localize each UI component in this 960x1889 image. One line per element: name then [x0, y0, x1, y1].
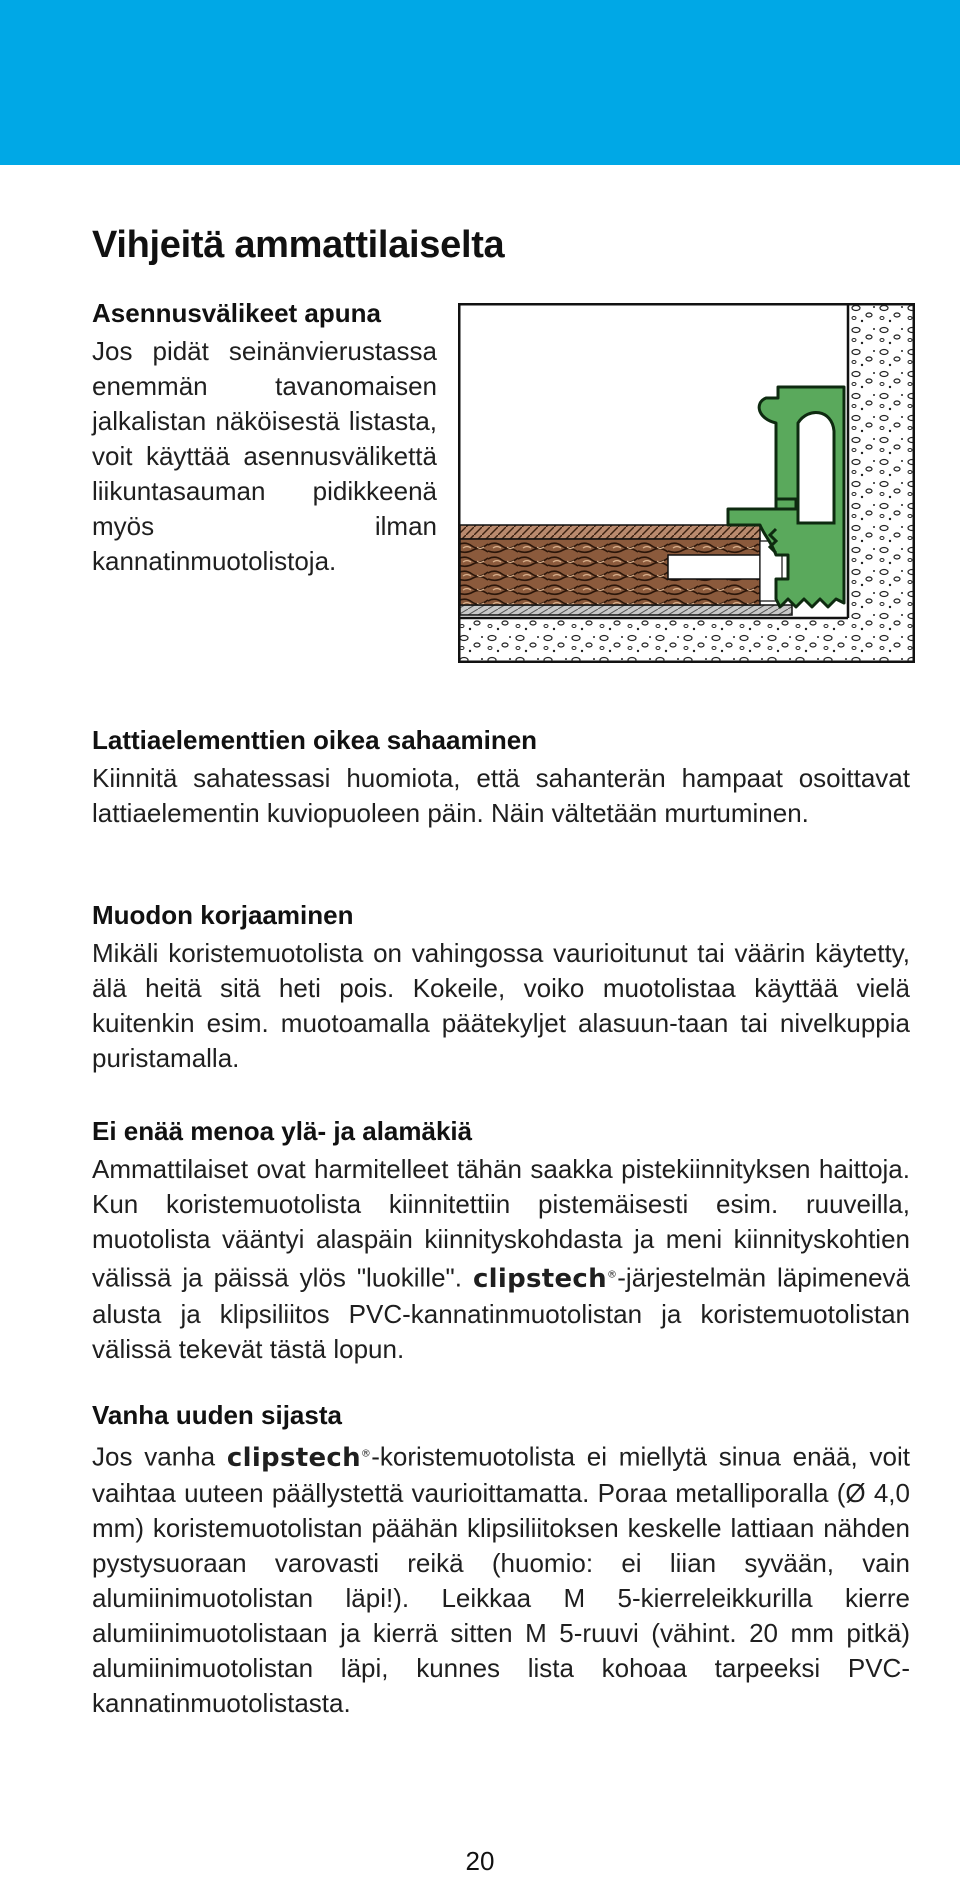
section-heading: Ei enää menoa ylä- ja alamäkiä — [92, 1116, 473, 1146]
registered-mark: ® — [606, 1269, 618, 1280]
registered-mark: ® — [360, 1448, 372, 1459]
brand-text: clipstech — [472, 1263, 607, 1294]
section-vanha-uuden-sijasta — [92, 1398, 910, 1721]
section-asennusvalikeet — [92, 296, 437, 579]
section-body: Mikäli koristemuotolista on vahingossa vaurioitunut tai väärin käytetty, älä heitä sitä heti pois. Kokeile, voiko muotolistaa käyttää vielä kuitenkin esim. muotoamalla päätekyljet alasuun-taan tai nivelkuppia puristamalla. — [92, 938, 910, 1073]
section-body: Jos pidät seinänvierustassa enemmän tavanomaisen jalkalistan näköisestä listasta, voit käyttää asennusvälikettä liikuntasauman pidikkeenä myös ilman kannatinmuotolistoja. — [92, 336, 437, 576]
section-heading: Asennusvälikeet apuna — [92, 298, 381, 328]
section-muodon-korjaaminen — [92, 898, 910, 1076]
section-heading: Muodon korjaaminen — [92, 900, 354, 930]
page-title: Vihjeitä ammattilaiselta — [92, 224, 505, 266]
brand-text: clipstech — [226, 1442, 361, 1473]
section-body-part: Jos vanha — [92, 1441, 227, 1472]
section-body-part: -koristemuotolista ei miellytä sinua enää, voit vaihtaa uuteen päällystettä vaurioittamatta. Poraa metalliporalla (Ø 4,0 mm) koristemuotolistan päähän klipsiliitoksen keskelle lattiaan nähden pystysuoraan varovasti reikä (huomio: ei liian syvään, vain alumiinimuotolistan läpi!). Leikkaa M 5-kierreleikkurilla kierre alumiinimuotolistaan ja kierrä sitten M 5-ruuvi (vähint. 20 mm pitkä) alumiinimuotolistan läpi, kunnes lista kohoaa tarpeeksi PVC-kannatinmuotolistasta. — [92, 1441, 911, 1718]
section-heading: Lattiaelementtien oikea sahaaminen — [92, 725, 538, 755]
section-body — [92, 1152, 910, 1367]
section-lattiaelementtien-sahaaminen — [92, 723, 910, 831]
skirting-profile-cross-section-illustration — [458, 303, 915, 663]
section-body: Kiinnitä sahatessasi huomiota, että sahanterän hampaat osoittavat lattiaelementin kuviopuoleen päin. Näin vältetään murtuminen. — [92, 763, 910, 828]
page-number: 20 — [465, 1846, 495, 1876]
section-body-part: -järjestelmän läpimenevä alusta ja klipsiliitos PVC-kannatinmuotolistan ja koristemuotolistan välissä tekevät tästä lopun. — [92, 1262, 910, 1364]
brand-name — [473, 1264, 617, 1294]
section-heading: Vanha uuden sijasta — [92, 1400, 342, 1430]
section-ei-enaa-menoa — [92, 1114, 910, 1367]
section-body-part: Ammattilaiset ovat harmitelleet tähän saakka pistekiinnityksen haittoja. Kun koristemuotolista kiinnitettiin pistemäisesti esim. ruuveilla, muotolista vääntyi alaspäin kiinnityskohdasta ja meni kiinnityskohtien välissä ja päissä ylös "luokille". — [92, 1154, 910, 1293]
header-band — [0, 0, 960, 165]
brand-name — [227, 1443, 371, 1473]
section-body — [92, 1436, 910, 1721]
